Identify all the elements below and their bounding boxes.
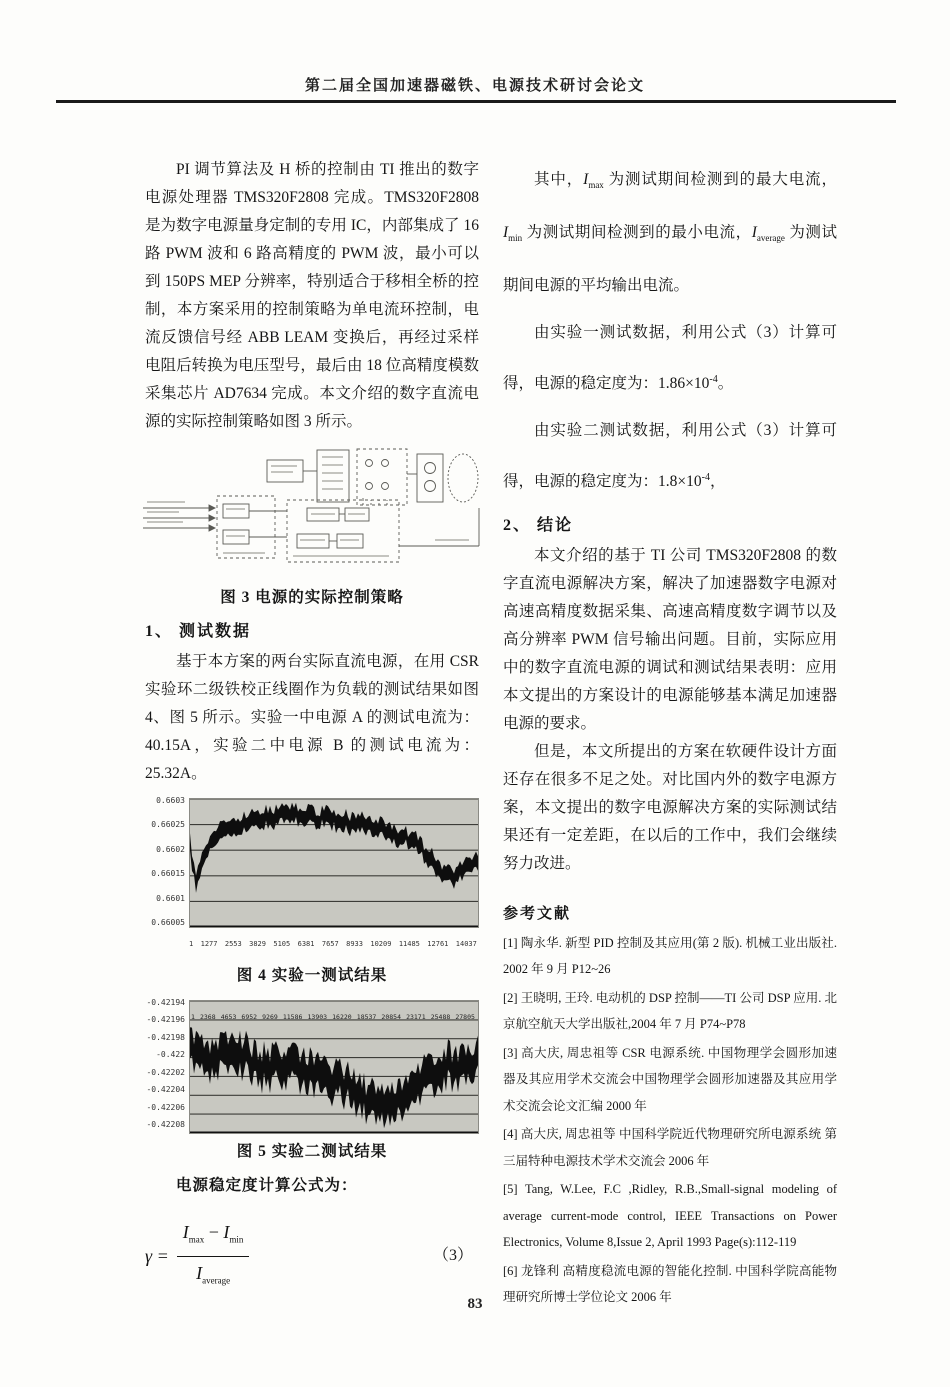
xtick: 6381 — [297, 940, 315, 948]
xtick: 4653 — [220, 1013, 237, 1021]
ytick: -0.42194 — [146, 998, 185, 1007]
ref-item: [1] 陶永华. 新型 PID 控制及其应用(第 2 版). 机械工业出版社. 2002 年 9 月 P12~26 — [503, 935, 837, 976]
ytick: -0.42204 — [146, 1085, 185, 1095]
section2-heading: 2、 结论 — [503, 516, 574, 534]
figure-5 — [145, 1000, 479, 1166]
figure5-caption: 图 5 实验二测试结果 — [236, 1143, 388, 1160]
formula-fraction — [177, 1218, 250, 1294]
xtick: 20854 — [381, 1013, 401, 1021]
paragraph-formula-terms — [503, 156, 837, 309]
xtick: 1277 — [200, 940, 218, 948]
xtick: 11586 — [282, 1013, 303, 1021]
text-segment: 由实验二测试数据，利用公式（3）计算可得，电源的稳定度为： — [503, 422, 837, 491]
iavg-subscript: average — [202, 1275, 231, 1286]
xtick: 10209 — [370, 940, 392, 948]
xtick: 25488 — [430, 1013, 451, 1021]
paragraph-result-exp2 — [503, 407, 837, 505]
text-segment: 为测试期间电源的平均输出电流。 — [503, 224, 837, 295]
iavg-symbol: I — [751, 224, 757, 242]
text-segment: 由实验一测试数据，利用公式（3）计算可得，电源的稳定度为： — [503, 324, 837, 393]
exponent: -4 — [709, 374, 718, 386]
ytick: 0.66005 — [151, 917, 185, 927]
xtick: 16220 — [332, 1013, 352, 1021]
xtick: 1 — [191, 1013, 195, 1021]
xtick: 12761 — [427, 940, 449, 948]
ytick: 0.6602 — [156, 844, 185, 854]
xtick: 9269 — [262, 1013, 278, 1021]
figure4-plot — [189, 798, 479, 928]
formula-intro: 电源稳定度计算公式为： — [176, 1177, 358, 1194]
minus-sign: − — [208, 1222, 219, 1242]
imin-subscript: min — [508, 233, 523, 244]
xtick: 2553 — [224, 940, 242, 948]
xtick: 2368 — [199, 1013, 216, 1021]
equation-number: （3） — [432, 1247, 473, 1265]
text-segment: 为测试期间检测到的最小电流， — [522, 224, 752, 242]
paragraph-test-data: 基于本方案的两台实际直流电源，在用 CSR 实验环二级铁校正线圈作为负载的测试结果如图 4、图 5 所示。实验一中电源 A 的测试电流为：40.15A，实验二中电源 B 的测试电流为：25.32A。 — [145, 653, 479, 782]
page-header-title: 第二届全国加速器磁铁、电源技术研讨会论文 — [304, 78, 645, 94]
ytick: 0.6601 — [156, 893, 185, 903]
exponent: -4 — [701, 472, 710, 484]
ref-item: [6] 龙锋利 高精度稳流电源的智能化控制. 中国科学院高能物理研究所博士学位论文 2006 年 — [503, 1263, 837, 1304]
imax-subscript: max — [188, 1234, 205, 1245]
xtick: 5105 — [273, 940, 291, 948]
figure-3 — [145, 444, 479, 612]
ytick: -0.42196 — [146, 1015, 185, 1025]
paragraph-control-strategy: PI 调节算法及 H 桥的控制由 TI 推出的数字电源处理器 TMS320F2808 完成。TMS320F2808 是为数字电源量身定制的专用 IC，内部集成了 16 路 PWM 波和 6 路高精度的 PWM 波，最小可以到 150PS MEP 分辨率，特别适合于移相全桥的控制，本方案采用的控制策略为单电流环控制，电流反馈信号经 ABB LEAM 变换后，再经过采样电阻后转换为电压型号，最后由 18 位高精度模数采集芯片 AD7634 完成。本文介绍的数字直流电源的实际控制策略如图 3 所示。 — [145, 161, 479, 430]
section1-heading: 1、 测试数据 — [145, 623, 252, 640]
ref-item: [3] 高大庆, 周忠祖等 CSR 电源系统. 中国物理学会圆形加速器及其应用学术交流会中国物理学会圆形加速器及其应用学术交流会论文汇编 2000 年 — [503, 1045, 837, 1113]
xtick: 11485 — [398, 940, 420, 948]
figure4-x-axis-labels — [189, 930, 477, 958]
page-number: 83 — [467, 1296, 483, 1312]
figure5-x-axis-labels — [191, 1003, 475, 1031]
xtick: 13903 — [307, 1013, 328, 1021]
ytick: -0.42202 — [146, 1067, 185, 1077]
figure4-y-axis-labels — [145, 798, 189, 926]
stability-value-2: 1.8×10 — [658, 473, 702, 491]
text-segment: 。 — [717, 375, 734, 393]
ytick: 0.66015 — [151, 869, 185, 879]
imin-symbol: I — [223, 1222, 230, 1242]
formula-3 — [145, 1218, 479, 1294]
imin-symbol: I — [503, 224, 509, 242]
imax-symbol: I — [182, 1222, 189, 1242]
text-segment: ， — [709, 473, 726, 491]
paragraph-conclusion-1: 本文介绍的基于 TI 公司 TMS320F2808 的数字直流电源解决方案，解决了加速器数字电源对高速高精度数据采集、高速高精度数字调节以及高分辨率 PWM 信号输出问题。目前，实际应用中的数字直流电源的调试和测试结果表明：应用本文提出的方案设计的电源能够基本满足加速器电源的要求。 — [503, 546, 837, 732]
xtick: 1 — [189, 940, 194, 948]
xtick: 14037 — [455, 940, 477, 948]
figure3-diagram — [139, 444, 479, 580]
right-column — [503, 118, 837, 1311]
references-list — [503, 930, 837, 1311]
ytick: -0.42208 — [146, 1119, 185, 1129]
xtick: 23171 — [406, 1013, 426, 1021]
xtick: 3829 — [249, 940, 266, 948]
xtick: 8933 — [346, 940, 363, 948]
xtick: 27805 — [455, 1013, 475, 1021]
figure4-caption: 图 4 实验一测试结果 — [236, 967, 388, 984]
text-segment: 为测试期间检测到的最大电流， — [603, 171, 837, 188]
stability-value-1: 1.86×10 — [658, 375, 710, 393]
imax-symbol: I — [583, 171, 589, 188]
ytick: -0.422 — [156, 1050, 185, 1060]
figure3-caption: 图 3 电源的实际控制策略 — [220, 589, 404, 606]
references-heading: 参考文献 — [503, 905, 572, 922]
iavg-symbol: I — [196, 1262, 203, 1283]
figure-4 — [145, 798, 479, 990]
imax-subscript: max — [588, 180, 604, 191]
paragraph-conclusion-2: 但是，本文所提出的方案在软硬件设计方面还存在很多不足之处。对比国内外的数字电源方案，本文提出的数字电源解决方案的实际测试结果还有一定差距，在以后的工作中，我们会继续努力改进。 — [503, 742, 837, 872]
ytick: -0.42206 — [146, 1102, 185, 1112]
ytick: 0.66025 — [151, 820, 185, 830]
xtick: 7657 — [321, 940, 339, 948]
xtick: 6952 — [241, 1013, 258, 1021]
header-rule — [56, 100, 896, 103]
formula-lhs: γ = — [145, 1246, 169, 1267]
paragraph-result-exp1 — [503, 309, 837, 407]
ref-item: [5] Tang, W.Lee, F.C ,Ridley, R.B.,Small-signal modeling of average current-mode control, IEEE Transactions on Power Electronics, Volume 8,Issue 2, April 1993 Page(s):112-119 — [503, 1182, 837, 1249]
ref-item: [4] 高大庆, 周忠祖等 中国科学院近代物理研究所电源系统 第三届特种电源技术学术交流会 2006 年 — [503, 1127, 837, 1168]
ytick: -0.42198 — [146, 1032, 185, 1042]
imin-subscript: min — [229, 1234, 244, 1245]
ref-item: [2] 王晓明, 王玲. 电动机的 DSP 控制——TI 公司 DSP 应用. 北京航空航天大学出版社,2004 年 7 月 P74~P78 — [503, 990, 837, 1031]
figure3-block-diagram-graphic — [139, 444, 485, 570]
iavg-subscript: average — [756, 233, 785, 244]
xtick: 18537 — [356, 1013, 377, 1021]
figure5-y-axis-labels — [145, 1000, 189, 1128]
ytick: 0.6603 — [156, 796, 185, 805]
left-column — [145, 118, 479, 1311]
two-column-body — [145, 118, 837, 1311]
text-segment: 其中， — [534, 171, 584, 188]
